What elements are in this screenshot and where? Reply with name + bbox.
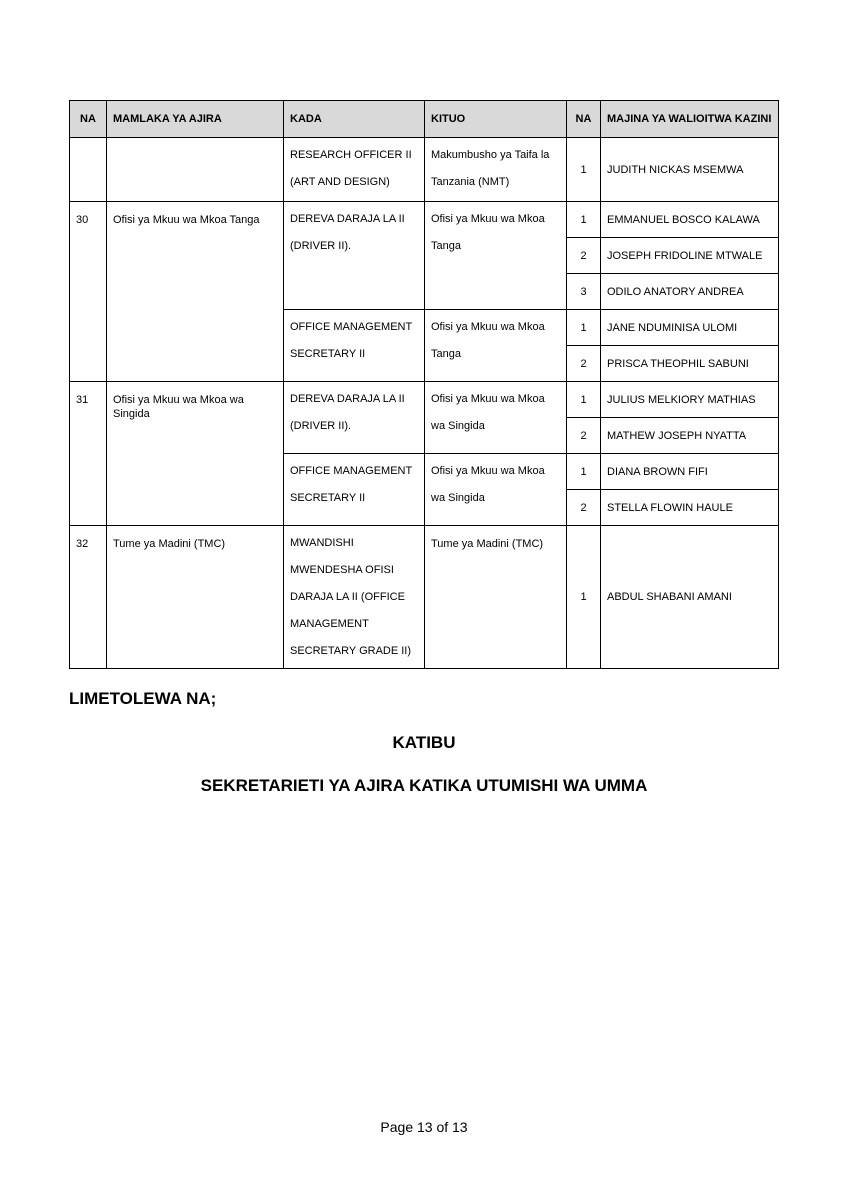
page-number: Page 13 of 13: [380, 1119, 468, 1135]
cell-na2: 1: [567, 382, 601, 418]
cell-mamlaka: [107, 138, 284, 202]
cell-na: [70, 138, 107, 202]
signatory-title: KATIBU: [392, 733, 456, 752]
table-row: [70, 138, 779, 202]
header-na2: NA: [567, 101, 601, 138]
cell-jina: STELLA FLOWIN HAULE: [601, 490, 779, 526]
cell-na2: 2: [567, 238, 601, 274]
cell-mamlaka: Tume ya Madini (TMC): [107, 526, 284, 669]
cell-kituo: Ofisi ya Mkuu wa Mkoa Tanga: [425, 202, 567, 310]
cell-kituo: Ofisi ya Mkuu wa Mkoa wa Singida: [425, 454, 567, 526]
header-majina: MAJINA YA WALIOITWA KAZINI: [601, 101, 779, 138]
table-header-row: [70, 101, 779, 138]
cell-na2: 1: [567, 454, 601, 490]
cell-kituo: Makumbusho ya Taifa la Tanzania (NMT): [425, 138, 567, 202]
cell-kada: DEREVA DARAJA LA II (DRIVER II).: [284, 202, 425, 310]
cell-na2: 2: [567, 346, 601, 382]
cell-kada: RESEARCH OFFICER II (ART AND DESIGN): [284, 138, 425, 202]
cell-jina: JOSEPH FRIDOLINE MTWALE: [601, 238, 779, 274]
table-row: [70, 382, 779, 418]
cell-jina: JULIUS MELKIORY MATHIAS: [601, 382, 779, 418]
cell-mamlaka: Ofisi ya Mkuu wa Mkoa wa Singida: [107, 382, 284, 526]
cell-na2: 1: [567, 138, 601, 202]
issued-by-label: LIMETOLEWA NA;: [69, 689, 217, 708]
header-kada: KADA: [284, 101, 425, 138]
organization-name: SEKRETARIETI YA AJIRA KATIKA UTUMISHI WA UMMA: [200, 776, 648, 795]
cell-jina: DIANA BROWN FIFI: [601, 454, 779, 490]
appointments-table: [69, 100, 779, 669]
cell-jina: EMMANUEL BOSCO KALAWA: [601, 202, 779, 238]
cell-kituo: Ofisi ya Mkuu wa Mkoa wa Singida: [425, 382, 567, 454]
cell-jina: ODILO ANATORY ANDREA: [601, 274, 779, 310]
cell-kada: MWANDISHI MWENDESHA OFISI DARAJA LA II (OFFICE MANAGEMENT SECRETARY GRADE II): [284, 526, 425, 669]
cell-jina: PRISCA THEOPHIL SABUNI: [601, 346, 779, 382]
cell-mamlaka: Ofisi ya Mkuu wa Mkoa Tanga: [107, 202, 284, 382]
cell-jina: JUDITH NICKAS MSEMWA: [601, 138, 779, 202]
cell-na2: 1: [567, 310, 601, 346]
cell-kituo: Tume ya Madini (TMC): [425, 526, 567, 669]
header-kituo: KITUO: [425, 101, 567, 138]
cell-jina: ABDUL SHABANI AMANI: [601, 526, 779, 669]
cell-kituo: Ofisi ya Mkuu wa Mkoa Tanga: [425, 310, 567, 382]
cell-na2: 2: [567, 418, 601, 454]
header-mamlaka: MAMLAKA YA AJIRA: [107, 101, 284, 138]
table-row: [70, 202, 779, 238]
cell-na2: 2: [567, 490, 601, 526]
cell-na2: 1: [567, 526, 601, 669]
table-row: [70, 526, 779, 669]
cell-jina: JANE NDUMINISA ULOMI: [601, 310, 779, 346]
cell-kada: OFFICE MANAGEMENT SECRETARY II: [284, 310, 425, 382]
cell-na: 32: [70, 526, 107, 669]
cell-kada: DEREVA DARAJA LA II (DRIVER II).: [284, 382, 425, 454]
cell-na: 31: [70, 382, 107, 526]
cell-jina: MATHEW JOSEPH NYATTA: [601, 418, 779, 454]
cell-kada: OFFICE MANAGEMENT SECRETARY II: [284, 454, 425, 526]
cell-na2: 1: [567, 202, 601, 238]
cell-na: 30: [70, 202, 107, 382]
header-na: NA: [70, 101, 107, 138]
cell-na2: 3: [567, 274, 601, 310]
